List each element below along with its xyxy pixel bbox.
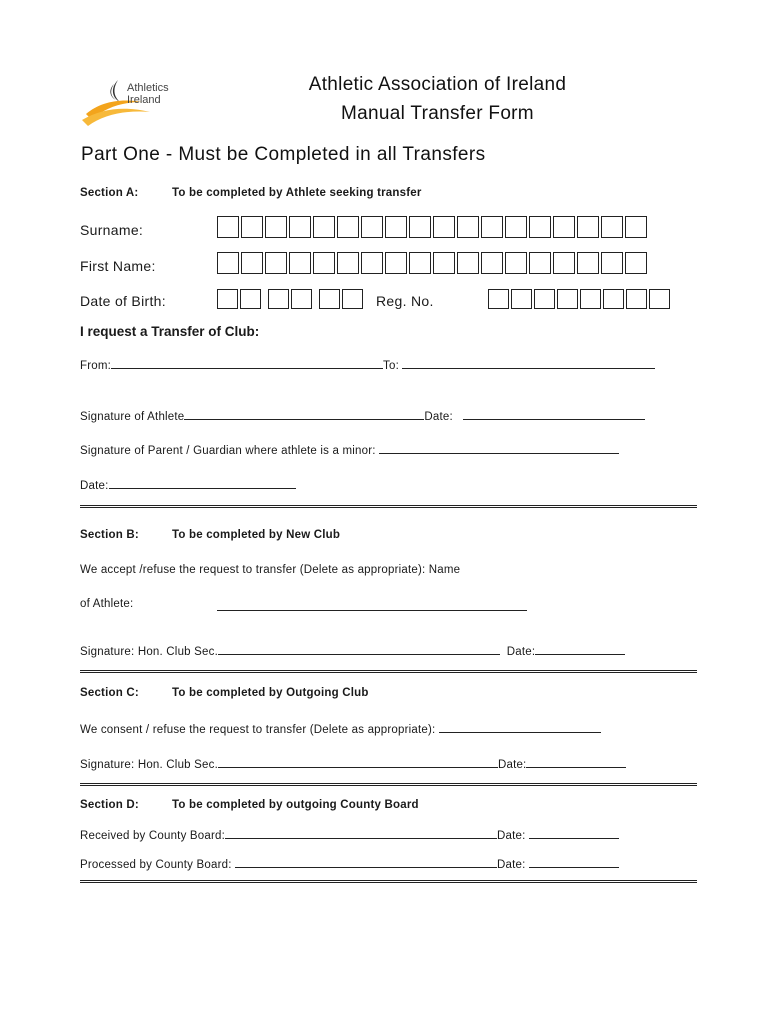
parent-signature-field[interactable] [379, 442, 619, 454]
new-club-signature-row [80, 643, 625, 658]
first-name-label: First Name: [80, 258, 156, 274]
from-label: From: [80, 360, 112, 372]
to-label: To: [383, 360, 399, 372]
outgoing-consent-row [80, 721, 601, 736]
processed-label: Processed by County Board: [80, 859, 232, 871]
parent-date-field[interactable] [109, 477, 296, 489]
section-divider [80, 783, 697, 786]
to-field[interactable] [402, 357, 655, 369]
processed-date-field[interactable] [529, 856, 619, 868]
logo-text-line2: Ireland [127, 94, 161, 106]
of-athlete-field[interactable] [217, 598, 527, 616]
athletics-ireland-logo [80, 72, 198, 132]
new-club-accept-text: We accept /refuse the request to transfer (Delete as appropriate): Name [80, 564, 461, 576]
dob-month-input[interactable] [268, 289, 314, 309]
outgoing-signature-row [80, 756, 626, 771]
parent-date-label: Date: [80, 480, 109, 492]
athlete-signature-label: Signature of Athlete [80, 411, 185, 423]
athlete-signature-field[interactable] [184, 408, 424, 420]
section-d-label: Section D: [80, 799, 139, 811]
athlete-date-field[interactable] [463, 408, 645, 420]
dob-year-input[interactable] [319, 289, 365, 309]
reg-no-input[interactable] [488, 289, 672, 309]
outgoing-signature-field[interactable] [218, 756, 498, 768]
parent-date-row [80, 477, 296, 492]
first-name-input[interactable] [217, 252, 649, 274]
section-divider [80, 880, 697, 883]
from-field[interactable] [111, 357, 383, 369]
outgoing-consent-text: We consent / refuse the request to transfer (Delete as appropriate): [80, 724, 436, 736]
logo-text-line1: Athletics [127, 82, 169, 94]
athlete-date-label: Date: [424, 411, 453, 423]
new-club-signature-label: Signature: Hon. Club Sec. [80, 646, 218, 658]
form-title-line2: Manual Transfer Form [341, 103, 534, 124]
dob-day-input[interactable] [217, 289, 263, 309]
received-row [80, 827, 619, 842]
processed-field[interactable] [235, 856, 497, 868]
surname-input[interactable] [217, 216, 649, 238]
received-date-label: Date: [497, 830, 526, 842]
processed-row [80, 856, 619, 871]
section-divider [80, 505, 697, 508]
logo-text [127, 82, 169, 106]
section-c-label: Section C: [80, 687, 139, 699]
section-a-label: Section A: [80, 187, 139, 199]
surname-label: Surname: [80, 222, 144, 238]
processed-date-label: Date: [497, 859, 526, 871]
section-a-heading: To be completed by Athlete seeking transfer [172, 187, 422, 199]
of-athlete-label: of Athlete: [80, 598, 134, 610]
transfer-request-heading: I request a Transfer of Club: [80, 324, 260, 339]
section-b-heading: To be completed by New Club [172, 529, 341, 541]
from-to-row [80, 357, 655, 372]
section-d-heading: To be completed by outgoing County Board [172, 799, 419, 811]
parent-signature-row [80, 442, 619, 457]
outgoing-signature-label: Signature: Hon. Club Sec. [80, 759, 218, 771]
outgoing-date-label: Date: [497, 759, 527, 771]
form-title-line1: Athletic Association of Ireland [308, 74, 567, 95]
athlete-signature-row [80, 408, 645, 423]
received-field[interactable] [225, 827, 497, 839]
part-one-heading: Part One - Must be Completed in all Transfers [81, 144, 486, 165]
section-c-heading: To be completed by Outgoing Club [172, 687, 369, 699]
reg-no-label: Reg. No. [376, 293, 434, 309]
new-club-date-label: Date: [506, 646, 536, 658]
dob-label: Date of Birth: [80, 293, 166, 309]
new-club-signature-field[interactable] [218, 643, 500, 655]
outgoing-date-field[interactable] [526, 756, 626, 768]
new-club-date-field[interactable] [535, 643, 625, 655]
received-date-field[interactable] [529, 827, 619, 839]
section-b-label: Section B: [80, 529, 139, 541]
received-label: Received by County Board: [80, 830, 225, 842]
section-divider [80, 670, 697, 673]
outgoing-consent-field[interactable] [439, 721, 601, 733]
parent-signature-label: Signature of Parent / Guardian where athlete is a minor: [80, 445, 376, 457]
